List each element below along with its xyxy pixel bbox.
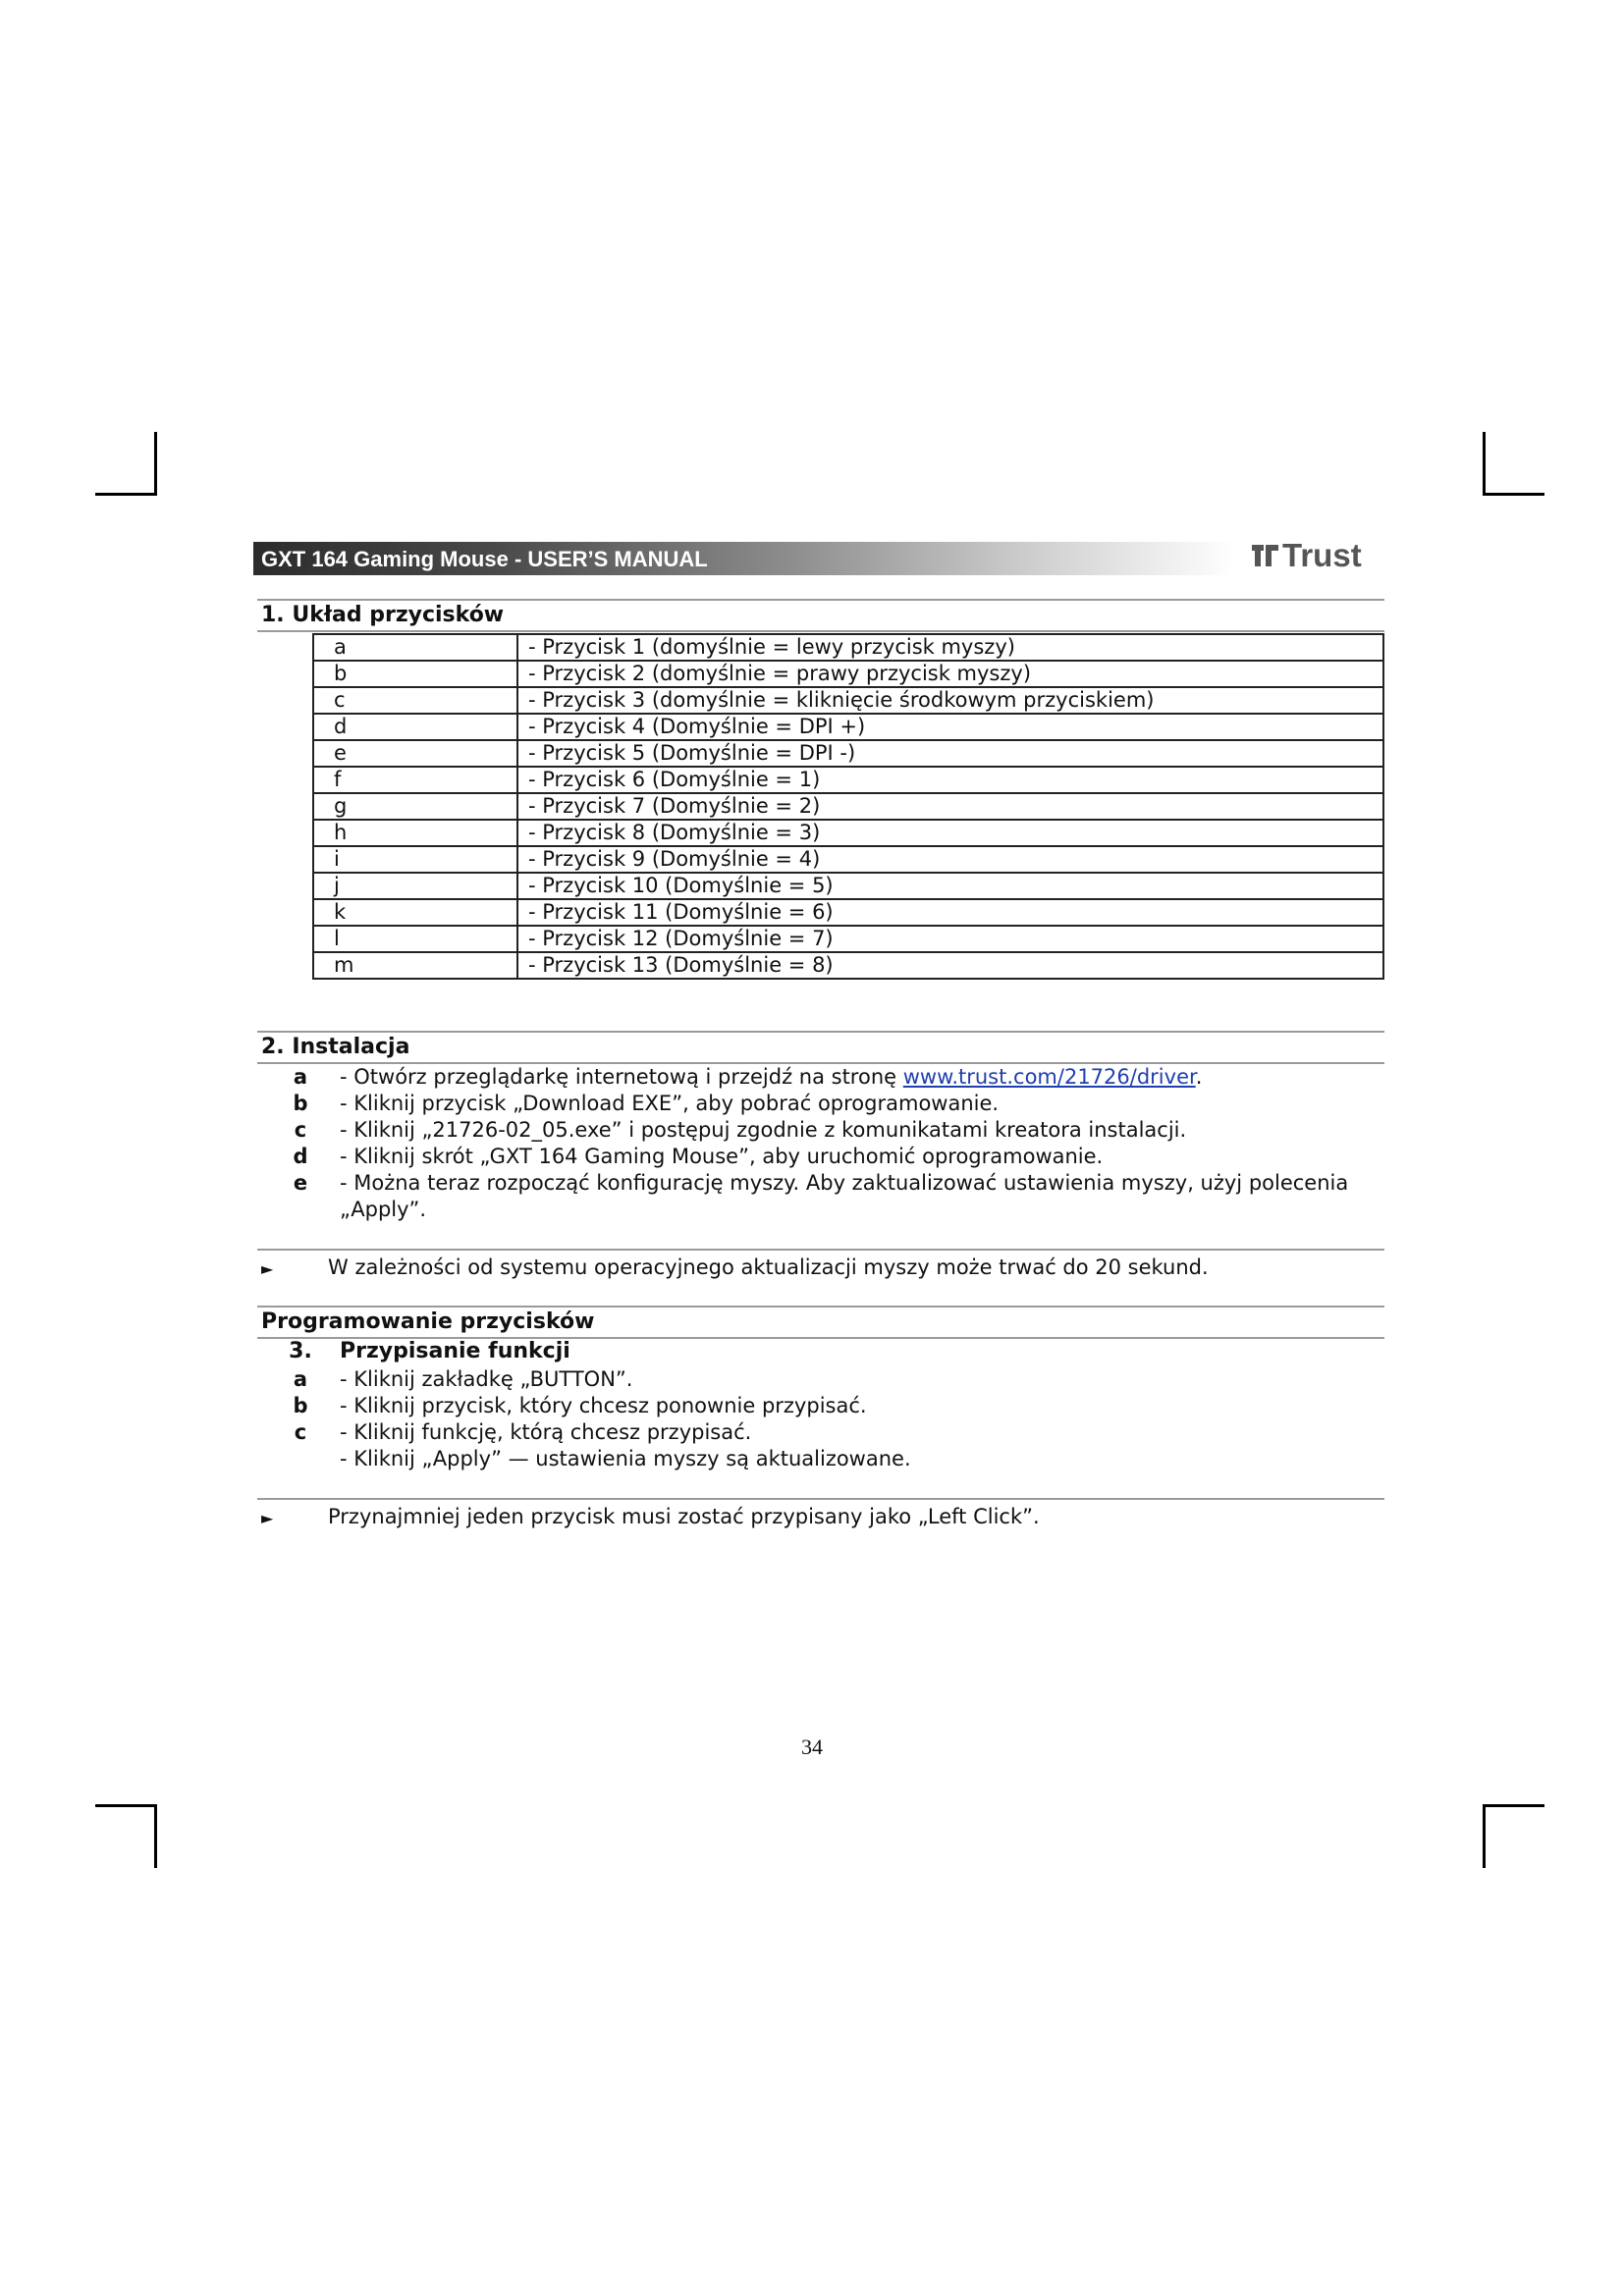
button-description: - Przycisk 1 (domyślnie = lewy przycisk myszy) bbox=[517, 634, 1383, 661]
button-description: - Przycisk 8 (Domyślnie = 3) bbox=[517, 820, 1383, 846]
program-step bbox=[261, 1366, 1351, 1393]
note-rule bbox=[257, 1498, 1384, 1500]
program-step bbox=[261, 1419, 1351, 1446]
step-text bbox=[340, 1064, 1351, 1091]
trust-logo bbox=[1251, 536, 1362, 575]
section-rule-top bbox=[257, 1306, 1384, 1308]
driver-download-link[interactable]: www.trust.com/21726/driver bbox=[902, 1065, 1196, 1089]
install-step bbox=[261, 1144, 1351, 1170]
section-rule-bottom bbox=[257, 630, 1384, 632]
button-table-row bbox=[313, 687, 1383, 714]
step-text: - Można teraz rozpocząć konfigurację myszy. Aby zaktualizować ustawienia myszy, użyj polecenia „Apply”. bbox=[340, 1171, 1349, 1221]
step-text: - Kliknij przycisk, który chcesz ponownie przypisać. bbox=[340, 1394, 867, 1417]
program-step bbox=[261, 1393, 1351, 1419]
button-key: k bbox=[313, 899, 517, 926]
step-text: - Kliknij skrót „GXT 164 Gaming Mouse”, aby uruchomić oprogramowanie. bbox=[340, 1145, 1104, 1168]
button-table-row bbox=[313, 661, 1383, 687]
button-key: j bbox=[313, 873, 517, 899]
step-text: - Kliknij zakładkę „BUTTON”. bbox=[340, 1367, 633, 1391]
button-description: - Przycisk 6 (Domyślnie = 1) bbox=[517, 767, 1383, 793]
install-step bbox=[261, 1064, 1351, 1091]
step-letter: c bbox=[294, 1118, 307, 1142]
button-key: g bbox=[313, 793, 517, 820]
program-step bbox=[261, 1446, 1351, 1472]
section-rule-top bbox=[257, 1031, 1384, 1033]
button-description: - Przycisk 4 (Domyślnie = DPI +) bbox=[517, 714, 1383, 740]
subheading-assign-function bbox=[261, 1339, 570, 1363]
page-number: 34 bbox=[801, 1735, 823, 1759]
button-table-row bbox=[313, 634, 1383, 661]
note-left-click bbox=[261, 1504, 1040, 1531]
button-description: - Przycisk 7 (Domyślnie = 2) bbox=[517, 793, 1383, 820]
step-text: - Kliknij „21726-02_05.exe” i postępuj zgodnie z komunikatami kreatora instalacji. bbox=[340, 1118, 1187, 1142]
button-description: - Przycisk 5 (Domyślnie = DPI -) bbox=[517, 740, 1383, 767]
section-rule-top bbox=[257, 599, 1384, 601]
install-step bbox=[261, 1091, 1351, 1117]
installation-steps bbox=[261, 1064, 1351, 1223]
button-description: - Przycisk 10 (Domyślnie = 5) bbox=[517, 873, 1383, 899]
step-letter: a bbox=[293, 1065, 308, 1089]
programming-steps bbox=[261, 1366, 1351, 1472]
step-letter bbox=[261, 1446, 340, 1472]
note-text: W zależności od systemu operacyjnego aktualizacji myszy może trwać do 20 sekund. bbox=[328, 1255, 1209, 1279]
manual-title: GXT 164 Gaming Mouse - USER’S MANUAL bbox=[261, 547, 708, 571]
button-description: - Przycisk 9 (Domyślnie = 4) bbox=[517, 846, 1383, 873]
section-heading-programming: Programowanie przycisków bbox=[261, 1309, 595, 1334]
button-key: m bbox=[313, 952, 517, 979]
crop-mark-top-left bbox=[95, 432, 157, 496]
button-description: - Przycisk 12 (Domyślnie = 7) bbox=[517, 926, 1383, 952]
button-description: - Przycisk 3 (domyślnie = kliknięcie środkowym przyciskiem) bbox=[517, 687, 1383, 714]
button-key: c bbox=[313, 687, 517, 714]
button-key: l bbox=[313, 926, 517, 952]
step-text-suffix: . bbox=[1195, 1065, 1203, 1089]
button-table-row bbox=[313, 899, 1383, 926]
button-key: i bbox=[313, 846, 517, 873]
button-layout-table bbox=[312, 633, 1384, 980]
button-description: - Przycisk 2 (domyślnie = prawy przycisk myszy) bbox=[517, 661, 1383, 687]
crop-mark-bottom-left bbox=[95, 1804, 157, 1868]
subheading-number: 3. bbox=[289, 1339, 312, 1363]
button-table-row bbox=[313, 740, 1383, 767]
button-key: f bbox=[313, 767, 517, 793]
subheading-title: Przypisanie funkcji bbox=[340, 1339, 570, 1363]
step-text: - Kliknij funkcję, którą chcesz przypisać. bbox=[340, 1420, 752, 1444]
step-letter: e bbox=[293, 1171, 308, 1195]
button-key: d bbox=[313, 714, 517, 740]
note-arrow-icon: ► bbox=[261, 1509, 274, 1527]
button-table-row bbox=[313, 820, 1383, 846]
button-table-row bbox=[313, 873, 1383, 899]
install-step bbox=[261, 1117, 1351, 1144]
button-description: - Przycisk 13 (Domyślnie = 8) bbox=[517, 952, 1383, 979]
button-table-row bbox=[313, 793, 1383, 820]
install-step bbox=[261, 1170, 1351, 1223]
button-description: - Przycisk 11 (Domyślnie = 6) bbox=[517, 899, 1383, 926]
button-key: e bbox=[313, 740, 517, 767]
button-table-row bbox=[313, 767, 1383, 793]
crop-mark-top-right bbox=[1483, 432, 1544, 496]
step-text-prefix: - Otwórz przeglądarkę internetową i przejdź na stronę bbox=[340, 1065, 903, 1089]
header-bar bbox=[253, 542, 1235, 575]
button-key: b bbox=[313, 661, 517, 687]
step-letter: d bbox=[293, 1145, 308, 1168]
step-text: - Kliknij „Apply” — ustawienia myszy są aktualizowane. bbox=[340, 1447, 911, 1470]
button-table-row bbox=[313, 714, 1383, 740]
button-table-row bbox=[313, 846, 1383, 873]
note-rule bbox=[257, 1249, 1384, 1251]
step-letter: b bbox=[293, 1092, 308, 1115]
note-installation bbox=[261, 1255, 1209, 1282]
button-table-row bbox=[313, 926, 1383, 952]
crop-mark-bottom-right bbox=[1483, 1804, 1544, 1868]
button-table-row bbox=[313, 952, 1383, 979]
note-arrow-icon: ► bbox=[261, 1259, 274, 1278]
section-heading-buttons: 1. Układ przycisków bbox=[261, 603, 505, 627]
step-letter: b bbox=[293, 1394, 308, 1417]
step-letter: c bbox=[294, 1420, 307, 1444]
trust-logo-icon bbox=[1251, 541, 1280, 570]
note-text: Przynajmniej jeden przycisk musi zostać przypisany jako „Left Click”. bbox=[328, 1505, 1040, 1528]
step-letter: a bbox=[293, 1367, 308, 1391]
step-text: - Kliknij przycisk „Download EXE”, aby pobrać oprogramowanie. bbox=[340, 1092, 1000, 1115]
section-heading-installation: 2. Instalacja bbox=[261, 1035, 410, 1059]
logo-text: Trust bbox=[1282, 537, 1362, 573]
button-key: h bbox=[313, 820, 517, 846]
button-key: a bbox=[313, 634, 517, 661]
